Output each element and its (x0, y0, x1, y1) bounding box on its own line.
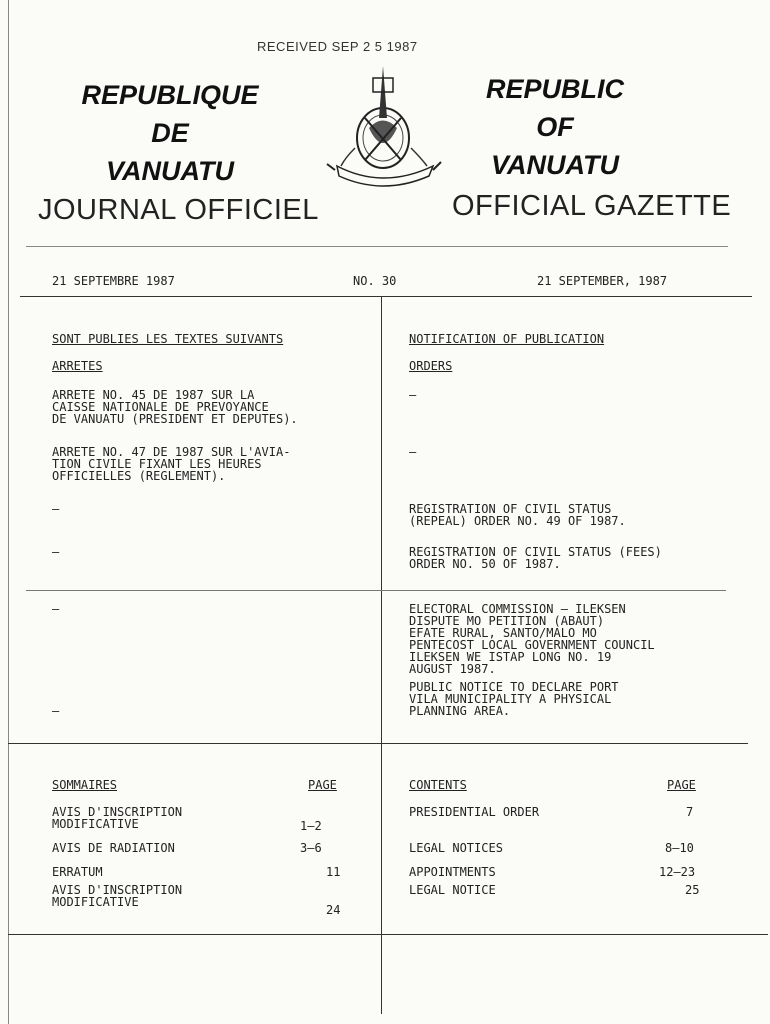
rule (26, 246, 728, 247)
date-french: 21 SEPTEMBRE 1987 (52, 274, 175, 288)
text-line: EFATE RURAL, SANTO/MALO MO (409, 626, 597, 640)
issue-number: NO. 30 (353, 274, 397, 288)
text-line: REGISTRATION OF CIVIL STATUS (FEES) (409, 545, 662, 559)
left-subheading: ARRETES (52, 359, 103, 373)
official-gazette-heading: OFFICIAL GAZETTE (452, 190, 732, 222)
dash: – (52, 545, 60, 559)
rule (8, 743, 748, 744)
text-line: PENTECOST LOCAL GOVERNMENT COUNCIL (409, 638, 655, 652)
page-number: 8–10 (665, 841, 694, 855)
title-fr-line-1: REPUBLIQUE (81, 80, 259, 110)
text-line: CAISSE NATIONALE DE PREVOYANCE (52, 400, 269, 414)
text-line: OFFICIELLES (REGLEMENT). (52, 469, 226, 483)
text-line: MODIFICATIVE (52, 895, 139, 909)
left-heading: SONT PUBLIES LES TEXTES SUIVANTS (52, 332, 284, 346)
title-english (470, 74, 640, 180)
registration-repeal-order (409, 503, 626, 527)
received-stamp: RECEIVED SEP 2 5 1987 (257, 39, 418, 54)
rule (26, 590, 726, 591)
title-fr-line-2: DE (151, 118, 189, 148)
right-heading: NOTIFICATION OF PUBLICATION (409, 332, 605, 346)
coat-of-arms-emblem (325, 58, 445, 188)
dash: – (409, 445, 417, 459)
dash: – (409, 388, 417, 402)
text-line: MODIFICATIVE (52, 817, 139, 831)
text-line: ELECTORAL COMMISSION – ILEKSEN (409, 602, 626, 616)
right-subheading: ORDERS (409, 359, 453, 373)
text-line: AVIS D'INSCRIPTION (52, 805, 183, 819)
public-notice-port-vila (409, 681, 619, 717)
text-line: DE VANUATU (PRESIDENT ET DEPUTES). (52, 412, 298, 426)
registration-fees-order (409, 546, 662, 570)
contents-row: LEGAL NOTICE (409, 883, 496, 897)
column-divider (381, 297, 382, 1014)
sommaires-page-label: PAGE (308, 778, 337, 792)
text-line: ORDER NO. 50 OF 1987. (409, 557, 561, 571)
text-line: ARRETE NO. 47 DE 1987 SUR L'AVIA- (52, 445, 291, 459)
contents-row: APPOINTMENTS (409, 865, 496, 879)
date-english: 21 SEPTEMBER, 1987 (537, 274, 668, 288)
rule (8, 934, 768, 935)
arrete-47 (52, 446, 290, 482)
page-number: 12–23 (659, 865, 696, 879)
title-en-line-1: REPUBLIC (485, 74, 624, 104)
contents-page-label: PAGE (667, 778, 696, 792)
page-number: 11 (326, 865, 341, 879)
contents-row: PRESIDENTIAL ORDER (409, 805, 540, 819)
dash: – (52, 704, 60, 718)
text-line: AVIS D'INSCRIPTION (52, 883, 183, 897)
rule (20, 296, 752, 297)
text-line: AUGUST 1987. (409, 662, 496, 676)
dash: – (52, 602, 60, 616)
dash: – (52, 502, 60, 516)
text-line: PLANNING AREA. (409, 704, 511, 718)
text-line: PUBLIC NOTICE TO DECLARE PORT (409, 680, 619, 694)
text-line: DISPUTE MO PETITION (ABAUT) (409, 614, 605, 628)
text-line: REGISTRATION OF CIVIL STATUS (409, 502, 612, 516)
text-line: ARRETE NO. 45 DE 1987 SUR LA (52, 388, 255, 402)
electoral-commission-notice (409, 603, 655, 675)
contents-heading: CONTENTS (409, 778, 467, 792)
contents-row: LEGAL NOTICES (409, 841, 503, 855)
text-line: TION CIVILE FIXANT LES HEURES (52, 457, 262, 471)
sommaires-heading: SOMMAIRES (52, 778, 118, 792)
sommaire-row (52, 806, 182, 830)
title-fr-line-3: VANUATU (106, 156, 234, 186)
page-number: 24 (326, 903, 341, 917)
title-en-line-2: OF (536, 112, 574, 142)
left-margin-rule (8, 0, 9, 1024)
page-number: 7 (686, 805, 694, 819)
page-number: 1–2 (300, 819, 322, 833)
arrete-45 (52, 389, 298, 425)
sommaire-row (52, 884, 182, 908)
sommaire-row: ERRATUM (52, 865, 103, 879)
text-line: ILEKSEN WE ISTAP LONG NO. 19 (409, 650, 612, 664)
title-en-line-3: VANUATU (491, 150, 619, 180)
page-number: 25 (685, 883, 700, 897)
page-number: 3–6 (300, 841, 322, 855)
journal-officiel-heading: JOURNAL OFFICIEL (38, 194, 319, 226)
sommaire-row: AVIS DE RADIATION (52, 841, 175, 855)
text-line: (REPEAL) ORDER NO. 49 OF 1987. (409, 514, 626, 528)
text-line: VILA MUNICIPALITY A PHYSICAL (409, 692, 612, 706)
title-french (70, 80, 270, 186)
